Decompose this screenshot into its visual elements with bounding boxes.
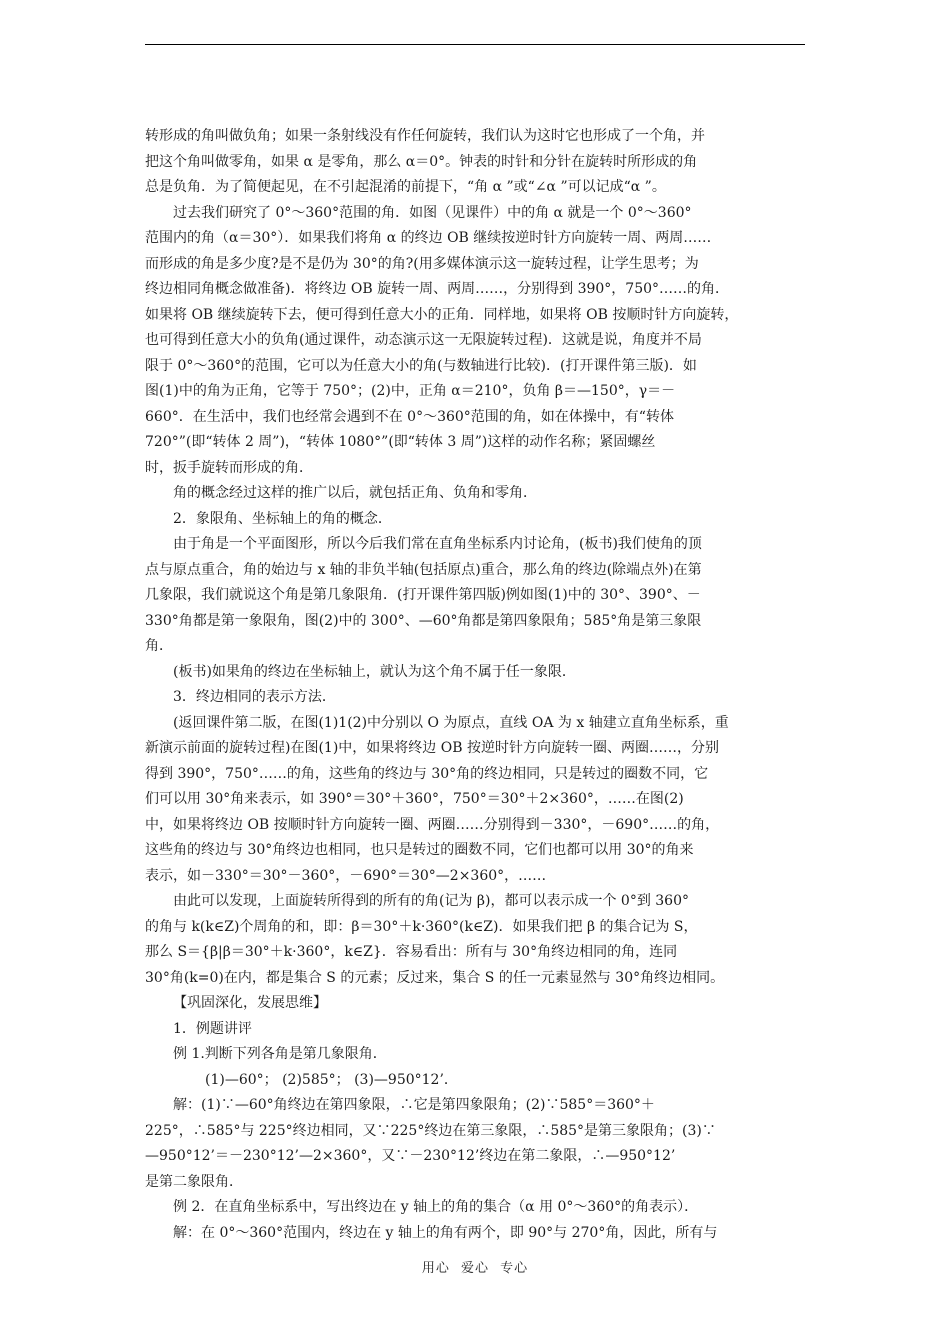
text-line: 225°，∴585°与 225°终边相同，又∵225°终边在第三象限，∴585°是第三象限角；(3)∵: [145, 1122, 716, 1139]
text-line: 1．例题讲评: [173, 1020, 252, 1037]
text-line: 720°”(即“转体 2 周”)，“转体 1080°”(即“转体 3 周”)这样的动作名称；紧固螺丝: [145, 434, 656, 450]
text-line: 点与原点重合，角的始边与 x 轴的非负半轴(包括原点)重合，那么角的终边(除端点外)在第: [145, 561, 702, 578]
text-line: 中，如果将终边 OB 按顺时针方向旋转一圈、两圈……分别得到－330°，－690°……的角，: [145, 816, 720, 833]
text-line: 如果将 OB 继续旋转下去，便可得到任意大小的正角．同样地，如果将 OB 按顺时针方向旋转，: [145, 306, 739, 323]
text-line: 总是负角．为了简便起见，在不引起混淆的前提下，“角 α ”或“∠α ”可以记成“α ”。: [145, 179, 666, 195]
text-line: (板书)如果角的终边在坐标轴上，就认为这个角不属于任一象限．: [173, 663, 576, 680]
text-line: 由此可以发现，上面旋转所得到的所有的角(记为 β)，都可以表示成一个 0°到 360°: [173, 893, 689, 909]
text-line: 而形成的角是多少度?是不是仍为 30°的角?(用多媒体演示这一旋转过程，让学生思考；为: [145, 255, 699, 272]
text-line: 解：在 0°～360°范围内，终边在 y 轴上的角有两个，即 90°与 270°角，因此，所有与: [173, 1224, 718, 1241]
text-line: 解：(1)∵—60°角终边在第四象限，∴它是第四象限角；(2)∵585°＝360°＋: [173, 1097, 655, 1113]
text-line: 转形成的角叫做负角；如果一条射线没有作任何旋转，我们认为这时它也形成了一个角，并: [145, 128, 705, 144]
text-line: 得到 390°，750°……的角，这些角的终边与 30°角的终边相同，只是转过的圈数不同，它: [145, 765, 709, 782]
text-line: 把这个角叫做零角，如果 α 是零角，那么 α＝0°。钟表的时针和分针在旋转时所形成的角: [145, 153, 698, 170]
text-line: 角．: [145, 638, 173, 654]
text-line: 范围内的角（α＝30°）．如果我们将角 α 的终边 OB 继续按逆时针方向旋转一周、两周……: [145, 230, 712, 246]
document-body: [145, 124, 807, 1246]
text-line: 这些角的终边与 30°角终边也相同，也只是转过的圈数不同，它们也都可以用 30°的角来: [145, 842, 694, 858]
text-line: (返回课件第二版，在图(1)1(2)中分别以 O 为原点，直线 OA 为 x 轴建立直角坐标系，重: [173, 714, 729, 731]
text-line: 几象限，我们就说这个角是第几象限角．(打开课件第四版)例如图(1)中的 30°、390°、－: [145, 587, 701, 603]
text-line: 限于 0°～360°的范围，它可以为任意大小的角(与数轴进行比较)．(打开课件第三版)．如: [145, 357, 697, 374]
text-line: 由于角是一个平面图形，所以今后我们常在直角坐标系内讨论角，(板书)我们使角的顶: [173, 536, 702, 552]
text-line: 过去我们研究了 0°～360°范围的角．如图（见课件）中的角 α 就是一个 0°～360°: [173, 204, 692, 221]
text-line: —950°12’＝－230°12’—2×360°，又∵－230°12’终边在第二象限，∴—950°12’: [145, 1148, 676, 1164]
text-line: 图(1)中的角为正角，它等于 750°；(2)中，正角 α＝210°，负角 β＝—150°，γ＝－: [145, 383, 676, 399]
text-line: 表示，如－330°＝30°－360°，－690°＝30°—2×360°，……: [145, 867, 547, 884]
text-line: (1)—60°； (2)585°； (3)—950°12’．: [205, 1071, 458, 1088]
text-line: 是第二象限角．: [145, 1173, 243, 1190]
page-footer: 用心 爱心 专心: [421, 1261, 529, 1276]
text-line: 也可得到任意大小的负角(通过课件，动态演示这一无限旋转过程)．这就是说，角度并不局: [145, 332, 702, 348]
text-line: 终边相同角概念做准备)．将终边 OB 旋转一周、两周……，分别得到 390°，750°……的角．: [145, 281, 730, 297]
text-line: 时，扳手旋转而形成的角．: [145, 459, 313, 476]
text-line: 3．终边相同的表示方法．: [173, 689, 336, 705]
text-line: 660°．在生活中，我们也经常会遇到不在 0°～360°范围的角，如在体操中，有“转体: [145, 408, 674, 425]
text-line: 们可以用 30°角来表示，如 390°＝30°＋360°，750°＝30°＋2×360°，……在图(2): [145, 791, 684, 807]
text-line: 30°角(k=0)在内，都是集合 S 的元素；反过来，集合 S 的任一元素显然与 30°角终边相同。: [145, 969, 725, 986]
header-rule: [145, 44, 805, 45]
text-line: 例 2．在直角坐标系中，写出终边在 y 轴上的角的集合（α 用 0°～360°的角表示）．: [173, 1199, 699, 1215]
text-line: 330°角都是第一象限角，图(2)中的 300°、—60°角都是第四象限角；585°角是第三象限: [145, 612, 702, 629]
text-line: 2．象限角、坐标轴上的角的概念．: [173, 510, 392, 527]
text-line: 角的概念经过这样的推广以后，就包括正角、负角和零角．: [173, 485, 537, 501]
text-line: 【巩固深化，发展思维】: [173, 995, 327, 1011]
text-line: 的角与 k(k∈Z)个周角的和，即：β＝30°＋k·360°(k∈Z)．如果我们把 β 的集合记为 S，: [145, 918, 698, 935]
text-line: 例 1.判断下列各角是第几象限角．: [173, 1046, 387, 1062]
text-line: 新演示前面的旋转过程)在图(1)中，如果将终边 OB 按逆时针方向旋转一圈、两圈……，分别: [145, 740, 719, 756]
text-line: 那么 S＝{β|β＝30°＋k·360°，k∈Z}．容易看出：所有与 30°角终边相同的角，连同: [145, 944, 678, 960]
